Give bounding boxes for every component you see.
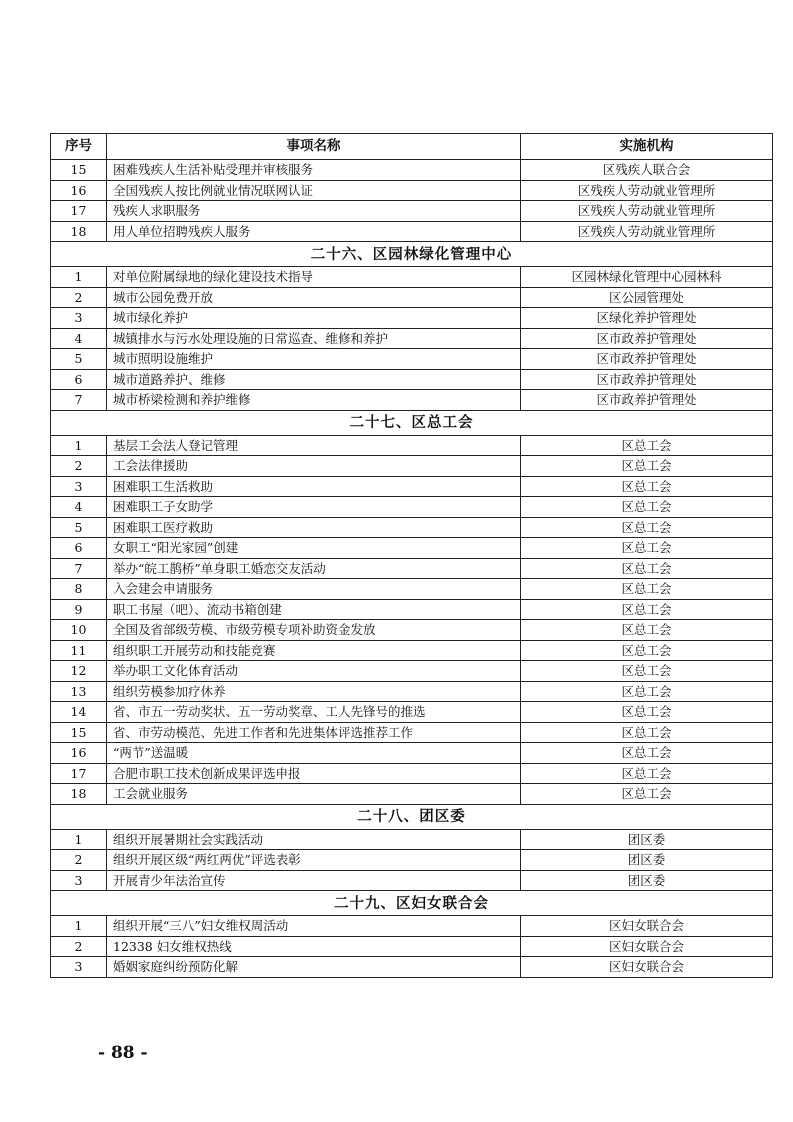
row-number: 10 [51,620,107,641]
item-name: 组织开展区级“两红两优”评选表彰 [107,850,521,871]
row-number: 1 [51,267,107,288]
implementing-org: 区市政养护管理处 [521,369,773,390]
header-no: 序号 [51,134,107,160]
row-number: 7 [51,390,107,411]
implementing-org: 区园林绿化管理中心园林科 [521,267,773,288]
row-number: 11 [51,640,107,661]
page-number: - 88 - [98,1043,148,1063]
table-row [51,743,773,764]
implementing-org: 区残疾人劳动就业管理所 [521,201,773,222]
row-number: 14 [51,702,107,723]
section-title-row [51,804,773,829]
row-number: 4 [51,328,107,349]
row-number: 16 [51,180,107,201]
row-number: 15 [51,160,107,181]
table-row [51,599,773,620]
table-row [51,579,773,600]
implementing-org: 区残疾人劳动就业管理所 [521,180,773,201]
row-number: 2 [51,936,107,957]
table-row [51,201,773,222]
implementing-org: 区总工会 [521,476,773,497]
implementing-org: 区市政养护管理处 [521,328,773,349]
row-number: 5 [51,349,107,370]
implementing-org: 团区委 [521,850,773,871]
item-name: 合肥市职工技术创新成果评选申报 [107,763,521,784]
implementing-org: 区总工会 [521,661,773,682]
header-name: 事项名称 [107,134,521,160]
row-number: 18 [51,784,107,805]
implementing-org: 区总工会 [521,722,773,743]
row-number: 2 [51,850,107,871]
header-org: 实施机构 [521,134,773,160]
item-name: 城镇排水与污水处理设施的日常巡查、维修和养护 [107,328,521,349]
item-name: 组织职工开展劳动和技能竞赛 [107,640,521,661]
row-number: 17 [51,763,107,784]
implementing-org: 区公园管理处 [521,287,773,308]
item-name: 城市照明设施维护 [107,349,521,370]
table-row [51,369,773,390]
implementing-org: 区总工会 [521,435,773,456]
table-row [51,702,773,723]
table-row [51,661,773,682]
row-number: 3 [51,957,107,978]
item-name: 组织开展“三八”妇女维权周活动 [107,916,521,937]
implementing-org: 区总工会 [521,538,773,559]
implementing-org: 区总工会 [521,784,773,805]
row-number: 2 [51,287,107,308]
table-row [51,476,773,497]
item-name: 全国残疾人按比例就业情况联网认证 [107,180,521,201]
implementing-org: 区总工会 [521,579,773,600]
item-name: 城市绿化养护 [107,308,521,329]
item-name: 困难职工医疗救助 [107,517,521,538]
item-name: 对单位附属绿地的绿化建设技术指导 [107,267,521,288]
table-row [51,829,773,850]
row-number: 7 [51,558,107,579]
item-name: 举办“皖工鹊桥”单身职工婚恋交友活动 [107,558,521,579]
table-row [51,180,773,201]
row-number: 16 [51,743,107,764]
table-row [51,497,773,518]
table-row [51,620,773,641]
item-name: 工会法律援助 [107,456,521,477]
section-title-row [51,242,773,267]
item-name: 开展青少年法治宣传 [107,870,521,891]
implementing-org: 区妇女联合会 [521,916,773,937]
row-number: 3 [51,308,107,329]
implementing-org: 区总工会 [521,456,773,477]
implementing-org: 区总工会 [521,763,773,784]
row-number: 6 [51,538,107,559]
row-number: 9 [51,599,107,620]
item-name: 入会建会申请服务 [107,579,521,600]
table-row [51,328,773,349]
item-name: 用人单位招聘残疾人服务 [107,221,521,242]
implementing-org: 区总工会 [521,599,773,620]
table-row [51,763,773,784]
table-row [51,517,773,538]
item-name: 组织劳模参加疗休养 [107,681,521,702]
item-name: 城市公园免费开放 [107,287,521,308]
implementing-org: 区残疾人联合会 [521,160,773,181]
item-name: “两节”送温暖 [107,743,521,764]
table-row [51,870,773,891]
table-row [51,349,773,370]
table-row [51,456,773,477]
table-row [51,850,773,871]
row-number: 1 [51,916,107,937]
implementing-org: 区总工会 [521,743,773,764]
row-number: 13 [51,681,107,702]
row-number: 6 [51,369,107,390]
implementing-org: 区残疾人劳动就业管理所 [521,221,773,242]
implementing-org: 区总工会 [521,558,773,579]
table-row [51,916,773,937]
row-number: 18 [51,221,107,242]
item-name: 困难职工生活救助 [107,476,521,497]
section-title: 二十七、区总工会 [51,410,773,435]
item-name: 基层工会法人登记管理 [107,435,521,456]
item-name: 婚姻家庭纠纷预防化解 [107,957,521,978]
item-name: 全国及省部级劳模、市级劳模专项补助资金发放 [107,620,521,641]
row-number: 2 [51,456,107,477]
row-number: 1 [51,435,107,456]
implementing-org: 区妇女联合会 [521,957,773,978]
item-name: 困难职工子女助学 [107,497,521,518]
table-row [51,784,773,805]
section-title-row [51,891,773,916]
row-number: 15 [51,722,107,743]
item-name: 举办职工文化体育活动 [107,661,521,682]
row-number: 5 [51,517,107,538]
item-name: 省、市劳动模范、先进工作者和先进集体评选推荐工作 [107,722,521,743]
table-row [51,160,773,181]
item-name: 省、市五一劳动奖状、五一劳动奖章、工人先锋号的推选 [107,702,521,723]
item-name: 职工书屋（吧）、流动书箱创建 [107,599,521,620]
row-number: 1 [51,829,107,850]
table-row [51,435,773,456]
row-number: 8 [51,579,107,600]
table-row [51,558,773,579]
section-title: 二十八、团区委 [51,804,773,829]
section-title: 二十九、区妇女联合会 [51,891,773,916]
table-row [51,390,773,411]
implementing-org: 团区委 [521,870,773,891]
section-title: 二十六、区园林绿化管理中心 [51,242,773,267]
item-name: 组织开展暑期社会实践活动 [107,829,521,850]
table-row [51,287,773,308]
implementing-org: 区总工会 [521,620,773,641]
implementing-org: 区总工会 [521,681,773,702]
row-number: 4 [51,497,107,518]
implementing-org: 区市政养护管理处 [521,390,773,411]
table-row [51,267,773,288]
row-number: 12 [51,661,107,682]
item-name: 12338 妇女维权热线 [107,936,521,957]
implementing-org: 团区委 [521,829,773,850]
item-name: 残疾人求职服务 [107,201,521,222]
implementing-org: 区总工会 [521,517,773,538]
item-name: 城市道路养护、维修 [107,369,521,390]
row-number: 17 [51,201,107,222]
row-number: 3 [51,870,107,891]
table-row [51,936,773,957]
implementing-org: 区总工会 [521,497,773,518]
implementing-org: 区总工会 [521,702,773,723]
table-row [51,538,773,559]
table-row [51,681,773,702]
implementing-org: 区妇女联合会 [521,936,773,957]
table-row [51,957,773,978]
table-row [51,722,773,743]
item-name: 困难残疾人生活补贴受理并审核服务 [107,160,521,181]
item-name: 女职工“阳光家园”创建 [107,538,521,559]
section-title-row [51,410,773,435]
item-name: 工会就业服务 [107,784,521,805]
table-header-row [51,134,773,160]
implementing-org: 区总工会 [521,640,773,661]
implementing-org: 区市政养护管理处 [521,349,773,370]
table-row [51,221,773,242]
table-row [51,640,773,661]
item-name: 城市桥梁检测和养护维修 [107,390,521,411]
implementing-org: 区绿化养护管理处 [521,308,773,329]
service-items-table [50,133,773,978]
table-row [51,308,773,329]
row-number: 3 [51,476,107,497]
